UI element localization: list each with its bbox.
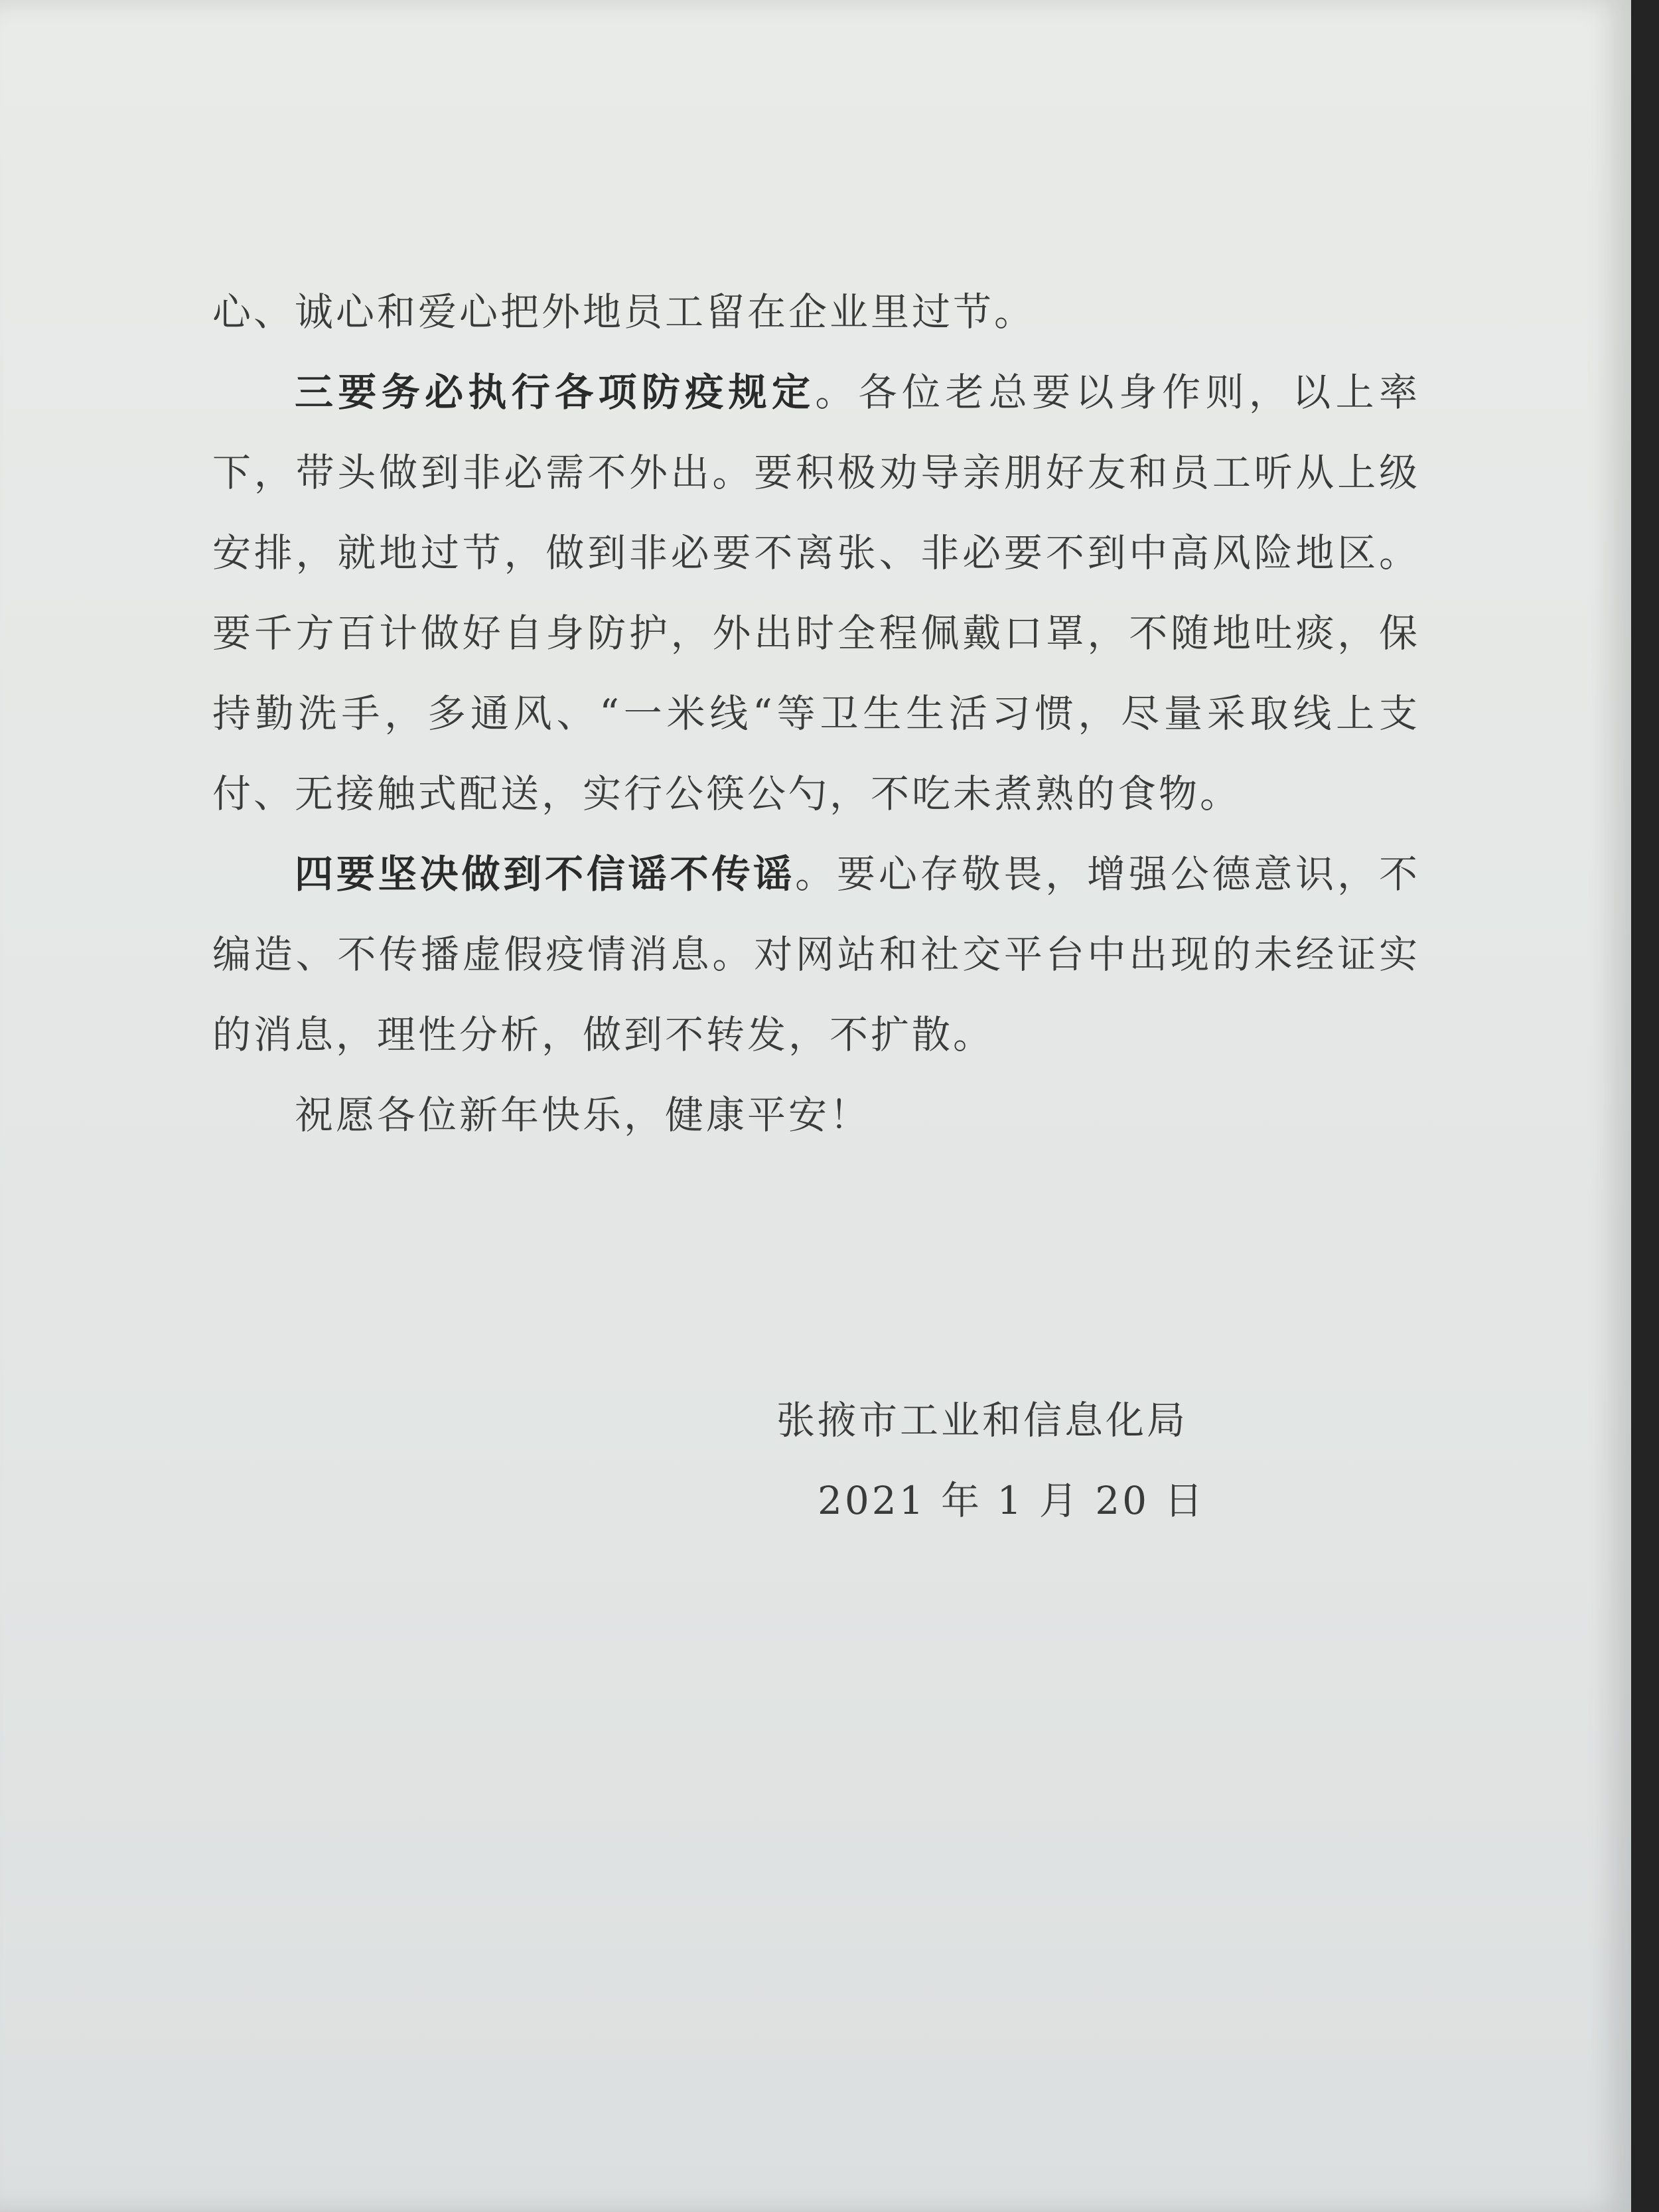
paragraph-item-three — [212, 352, 1420, 834]
signature-block — [776, 1380, 1241, 1541]
signature-date: 2021 年 1 月 20 日 — [818, 1478, 1206, 1523]
item-four-heading: 四要坚决做到不信谣不传谣 — [295, 851, 796, 897]
item-four-text: 。要心存敬畏，增强公德意识，不编造、不传播虚假疫情消息。对网站和社交平台中出现的未经证实的消息，理性分析，做到不转发，不扩散。 — [212, 851, 1420, 1057]
paragraph-item-four — [212, 834, 1420, 1075]
paragraph-continuation: 心、诚心和爱心把外地员工留在企业里过节。 — [212, 289, 1036, 334]
item-three-heading: 三要务必执行各项防疫规定 — [295, 370, 816, 415]
letter-body — [212, 272, 1420, 1155]
closing-wishes: 祝愿各位新年快乐，健康平安！ — [295, 1092, 871, 1138]
item-three-text: 。各位老总要以身作则，以上率下，带头做到非必需不外出。要积极劝导亲朋好友和员工听从上级安排，就地过节，做到非必要不离张、非必要不到中高风险地区。要千方百计做好自身防护，外出时全程佩戴口罩，不随地吐痰，保持勤洗手，多通风、“一米线“等卫生生活习惯，尽量采取线上支付、无接触式配送，实行公筷公勺，不吃未煮熟的食物。 — [212, 370, 1420, 816]
signature-organization: 张掖市工业和信息化局 — [776, 1398, 1189, 1443]
